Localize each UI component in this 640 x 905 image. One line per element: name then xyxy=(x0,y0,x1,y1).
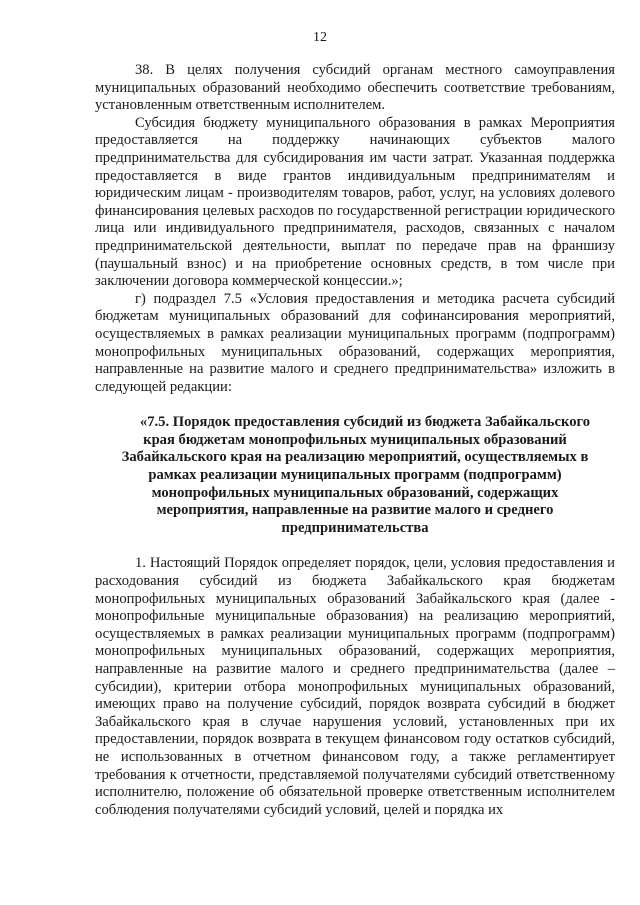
paragraph-38: 38. В целях получения субсидий органам местного самоуправления муниципальных образований необходимо обеспечить соответствие требованиям, установленным ответственным исполнителем. xyxy=(95,62,615,114)
heading-line: края бюджетам монопрофильных муниципальных образований xyxy=(143,431,567,448)
heading-line: монопрофильных муниципальных образований, содержащих xyxy=(151,484,559,501)
heading-line: предпринимательства xyxy=(281,519,429,536)
heading-line: Забайкальского края на реализацию мероприятий, осуществляемых в xyxy=(121,449,589,466)
section-heading-7-5 xyxy=(95,414,615,537)
paragraph-subsidy: Субсидия бюджету муниципального образования в рамках Мероприятия предоставляется на поддержку начинающих субъектов малого предпринимательства для субсидирования им части затрат. Указанная поддержка предоставляется в виде грантов индивидуальным предпринимателям и юридическим лицам - производителям товаров, работ, услуг, на условиях долевого финансирования целевых расходов по государственной регистрации юридического лица или индивидуального предпринимателя, расходов, связанных с началом предпринимательской деятельности, выплат по передаче прав на франшизу (паушальный взнос) и на приобретение основных средств, в том числе при заключении договора коммерческой концессии.»; xyxy=(95,114,615,290)
heading-line: мероприятия, направленные на развитие малого и среднего xyxy=(156,502,554,519)
heading-line: рамках реализации муниципальных программ (подпрограмм) xyxy=(148,467,562,484)
heading-line: «7.5. Порядок предоставления субсидий из бюджета Забайкальского xyxy=(139,414,591,431)
paragraph-item-1: 1. Настоящий Порядок определяет порядок, цели, условия предоставления и расходования субсидий из бюджета Забайкальского края бюджетам монопрофильных муниципальных образований Забайкальского края (далее - монопрофильные муниципальные образования) на реализацию мероприятий, осуществляемых в рамках реализации муниципальных программ (подпрограмм) монопрофильных муниципальных образований, содержащих мероприятия, направленные на развитие малого и среднего предпринимательства (далее – субсидии), критерии отбора монопрофильных муниципальных образований, имеющих право на получение субсидий, порядок возврата субсидий в бюджет Забайкальского края в случае нарушения условий, установленных при их предоставлении, порядок возврата в текущем финансовом году остатков субсидий, не использованных в отчетном финансовом году, а также регламентирует требования к отчетности, представляемой получателями субсидий ответственному исполнителю, положение об обязательной проверке ответственным исполнителем соблюдения получателями субсидий условий, целей и порядка их xyxy=(95,555,615,818)
page-number: 12 xyxy=(313,30,327,45)
document-body xyxy=(95,62,615,819)
paragraph-subsection-g: г) подраздел 7.5 «Условия предоставления и методика расчета субсидий бюджетам муниципальных образований для софинансирования мероприятий, осуществляемых в рамках реализации муниципальных программ (подпрограмм) монопрофильных муниципальных образований, содержащих мероприятия, направленные на развитие малого и среднего предпринимательства» изложить в следующей редакции: xyxy=(95,290,615,395)
